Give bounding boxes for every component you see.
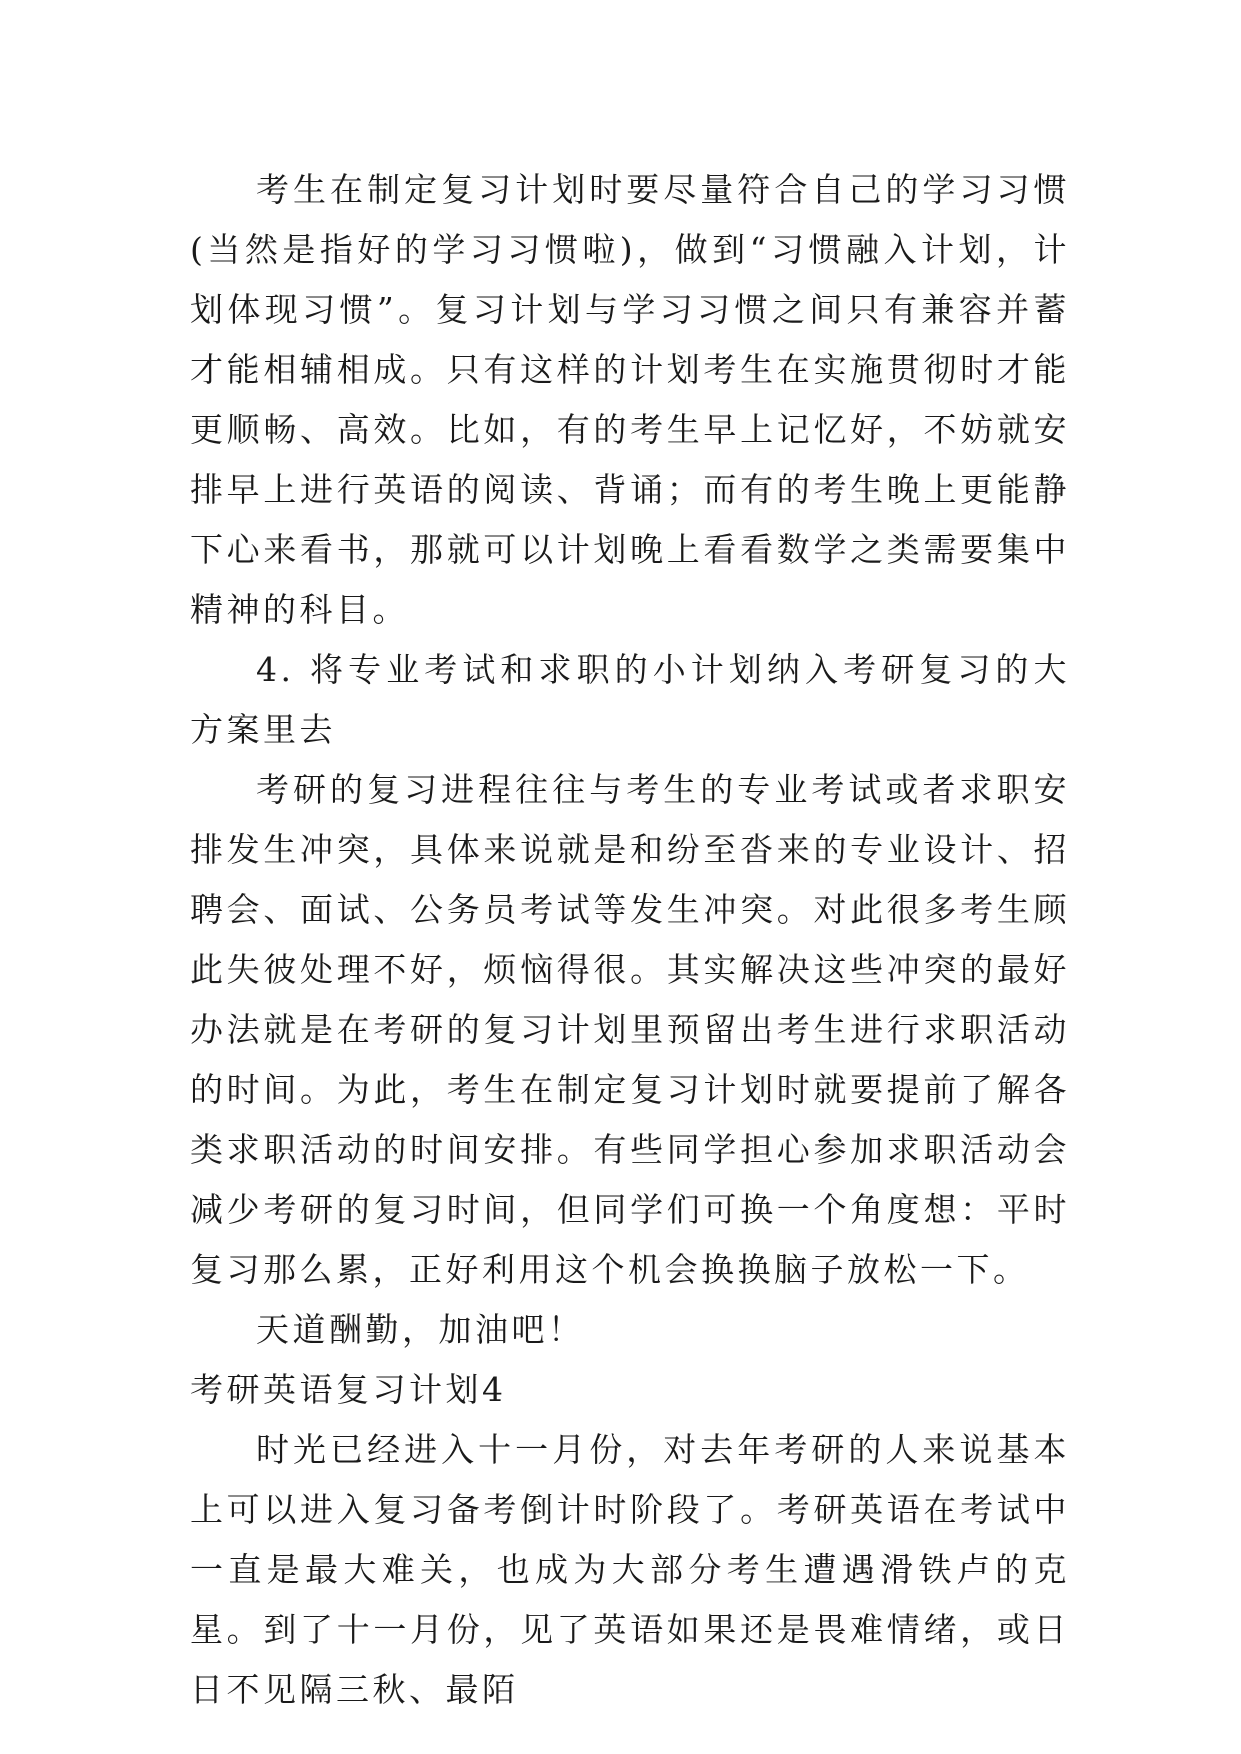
paragraph-study-habits: 考生在制定复习计划时要尽量符合自己的学习习惯(当然是指好的学习习惯啦)，做到“习惯融入计划，计划体现习惯”。复习计划与学习习惯之间只有兼容并蓄才能相辅相成。只有这样的计划考生在实施贯彻时才能更顺畅、高效。比如，有的考生早上记忆好，不妨就安排早上进行英语的阅读、背诵；而有的考生晚上更能静下心来看书，那就可以计划晚上看看数学之类需要集中精神的科目。 — [190, 170, 1070, 629]
paragraph-november-review: 时光已经进入十一月份，对去年考研的人来说基本上可以进入复习备考倒计时阶段了。考研英语在考试中一直是最大难关，也成为大部分考生遭遇滑铁卢的克星。到了十一月份，见了英语如果还是畏难情绪，或日日不见隔三秋、最陌 — [190, 1430, 1070, 1709]
document-page — [190, 160, 1070, 1720]
paragraph-job-conflict: 考研的复习进程往往与考生的专业考试或者求职安排发生冲突，具体来说就是和纷至沓来的专业设计、招聘会、面试、公务员考试等发生冲突。对此很多考生顾此失彼处理不好，烦恼得很。其实解决这些冲突的最好办法就是在考研的复习计划里预留出考生进行求职活动的时间。为此，考生在制定复习计划时就要提前了解各类求职活动的时间安排。有些同学担心参加求职活动会减少考研的复习时间，但同学们可换一个角度想：平时复习那么累，正好利用这个机会换换脑子放松一下。 — [190, 770, 1070, 1289]
paragraph-section-4-title: 4. 将专业考试和求职的小计划纳入考研复习的大方案里去 — [190, 650, 1070, 749]
paragraph-encouragement: 天道酬勤，加油吧！ — [256, 1310, 585, 1349]
section-heading: 考研英语复习计划4 — [190, 1370, 507, 1409]
